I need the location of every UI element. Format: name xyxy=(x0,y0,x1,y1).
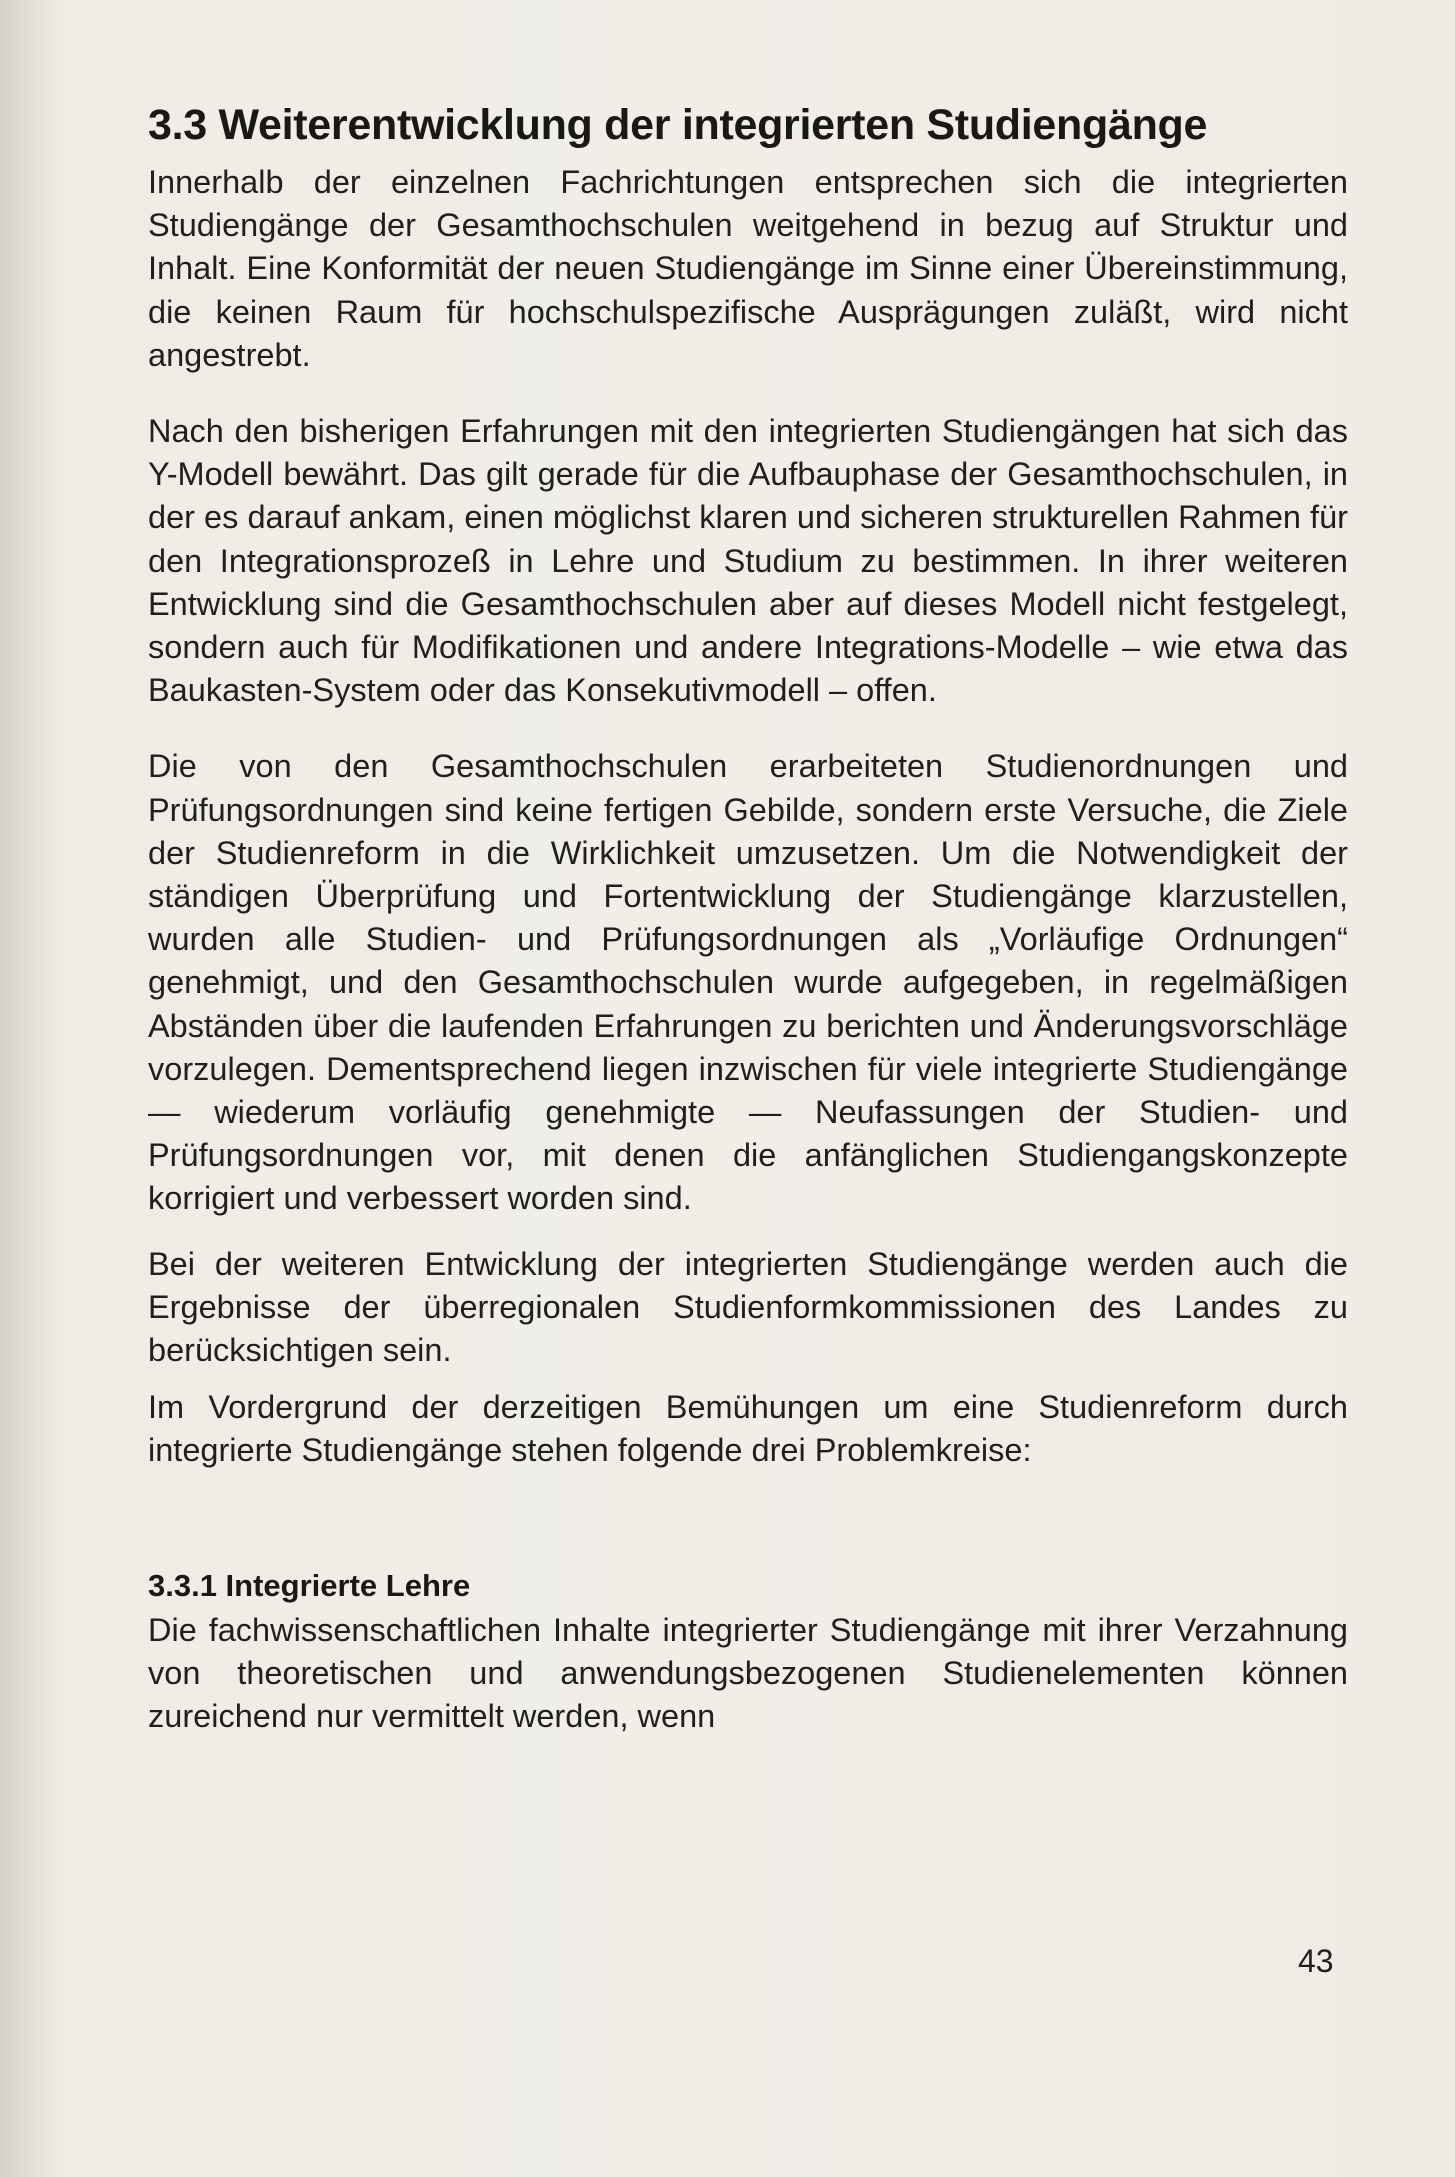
binding-shadow xyxy=(0,0,58,2177)
paragraph-commissions: Bei der weiteren Entwicklung der integrierten Studiengänge werden auch die Ergebnisse der überregionalen Studienformkommissionen des Landes zu berücksichtigen sein. xyxy=(148,1245,1348,1369)
paragraph-study-regulations: Die von den Gesamthochschulen erarbeiteten Studienordnungen und Prüfungsordnungen sind keine fertigen Gebilde, sondern erste Versuche, die Ziele der Studienreform in die Wirklichkeit umzusetzen. Um die Notwendigkeit der ständigen Überprüfung und Fortentwicklung der Studiengänge klarzustellen, wurden alle Studien- und Prüfungsordnungen als „Vorläufige Ordnungen“ genehmigt, und den Gesamthochschulen wurde aufgegeben, in regelmäßigen Abständen über die laufenden Erfahrungen zu berichten und Änderungsvorschläge vorzulegen. Dementsprechend liegen inzwischen für viele integrierte Studiengänge — wiederum vorläufig genehmigte — Neufassungen der Studien- und Prüfungsordnungen vor, mit denen die anfänglichen Studiengangskonzepte korrigiert und verbessert worden sind. xyxy=(148,748,1348,1217)
subsection-heading: 3.3.1 Integrierte Lehre xyxy=(148,1567,471,1603)
paragraph-gap xyxy=(148,1221,1348,1243)
paragraph-integrated-teaching: Die fachwissenschaftlichen Inhalte integrierter Studiengänge mit ihrer Verzahnung von theoretischen und anwendungsbezogenen Studienelementen können zureichend nur vermittelt werden, wenn xyxy=(148,1611,1348,1735)
section-heading: 3.3 Weiterentwicklung der integrierten Studiengänge xyxy=(148,101,1208,149)
paragraph-gap xyxy=(148,377,1348,410)
page-content xyxy=(148,95,1348,1738)
paragraph-conformity: Innerhalb der einzelnen Fachrichtungen entsprechen sich die integrierten Studiengänge der Gesamthochschulen weitgehend in bezug auf Struktur und Inhalt. Eine Konformität der neuen Studiengänge im Sinne einer Übereinstimmung, die keinen Raum für hochschulspezifische Ausprägungen zuläßt, wird nicht angestrebt. xyxy=(148,164,1348,373)
paragraph-gap xyxy=(148,1372,1348,1386)
paragraph-y-model: Nach den bisherigen Erfahrungen mit den integrierten Studiengängen hat sich das Y-Modell bewährt. Das gilt gerade für die Aufbauphase der Gesamthochschulen, in der es darauf ankam, einen möglichst klaren und sicheren strukturellen Rahmen für den Integrationsprozeß in Lehre und Studium zu bestimmen. In ihrer weiteren Entwicklung sind die Gesamthochschulen aber auf dieses Modell nicht festgelegt, sondern auch für Modifikationen und andere Integrations-Modelle – wie etwa das Baukasten-System oder das Konsekutivmodell – offen. xyxy=(148,413,1348,709)
paragraph-problem-areas: Im Vordergrund der derzeitigen Bemühungen um eine Studienreform durch integrierte Studiengänge stehen folgende drei Problemkreise: xyxy=(148,1389,1348,1469)
page-number: 43 xyxy=(1298,1943,1334,1979)
subsection-gap xyxy=(148,1473,1348,1563)
paragraph-gap xyxy=(148,712,1348,745)
